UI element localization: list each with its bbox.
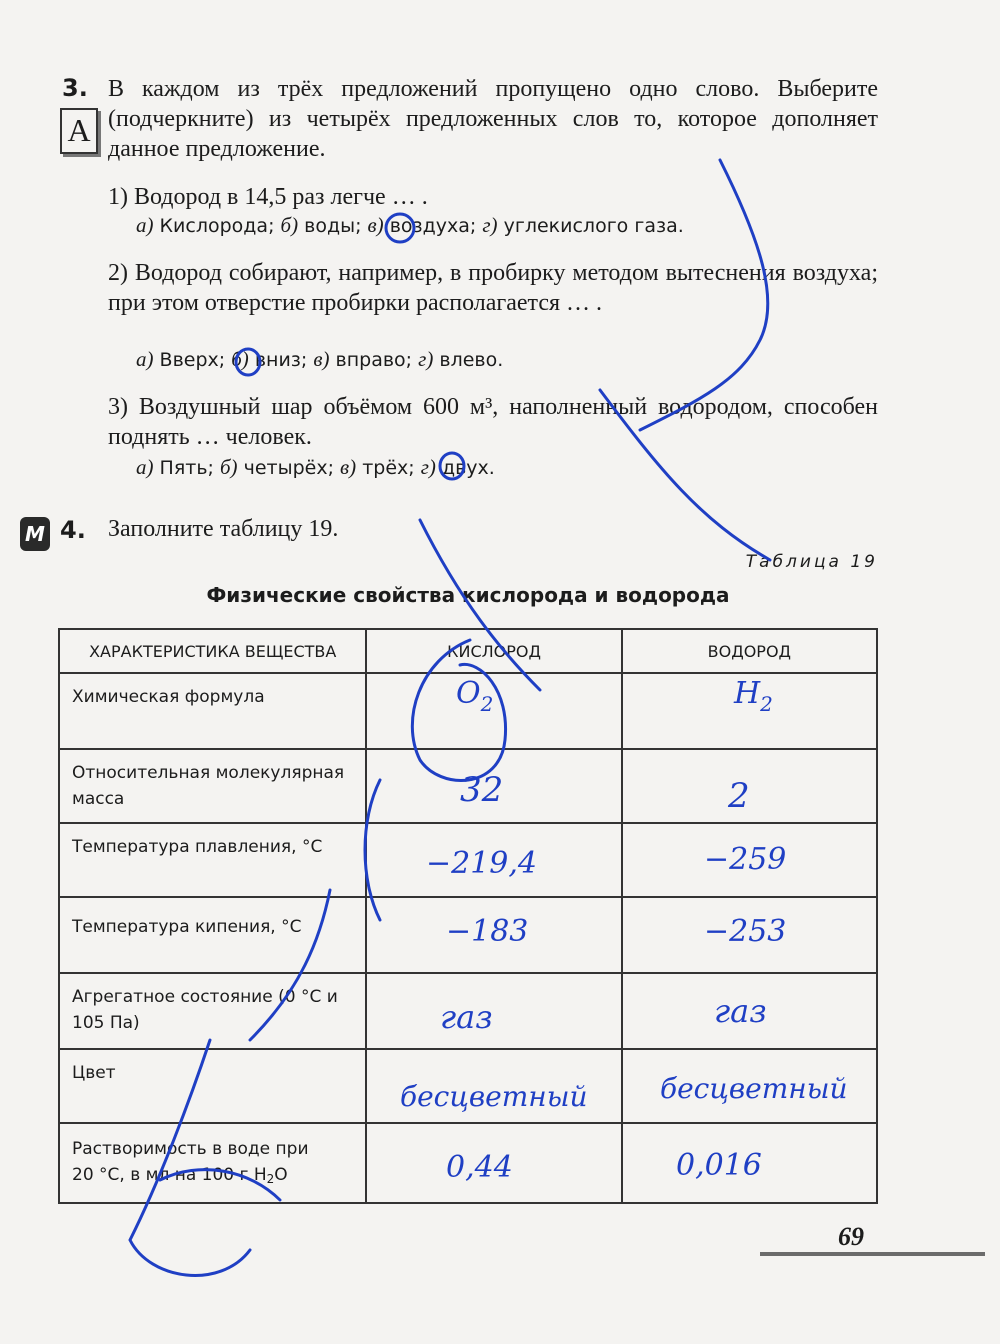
- answer-oxygen-boiling: −183: [446, 914, 529, 949]
- row-label: Цвет: [59, 1049, 366, 1123]
- scribble-stroke: [250, 890, 330, 1040]
- table-title: Физические свойства кислорода и водорода: [206, 583, 730, 607]
- task-3-number: 3.: [62, 74, 88, 102]
- answer-hydrogen-formula: $H_2$: [734, 676, 773, 716]
- task-4-instruction: Заполните таблицу 19.: [108, 516, 339, 542]
- answer-hydrogen-melting: −259: [704, 842, 787, 877]
- row-label: Температура плавления, °С: [59, 823, 366, 897]
- level-m-badge: М: [20, 517, 50, 551]
- answer-hydrogen-state: газ: [714, 992, 767, 1030]
- level-a-badge: А: [60, 108, 98, 154]
- q1-text: 1) Водород в 14,5 раз легче … .: [108, 184, 428, 210]
- q3-text: 3) Воздушный шар объёмом 600 м³, наполненный водородом, способен поднять … человек.: [108, 394, 878, 450]
- scribble-stroke: [365, 780, 380, 920]
- scribble-stroke: [412, 640, 505, 780]
- answer-circle-q2: [236, 349, 260, 375]
- answer-oxygen-mass: 32: [460, 770, 504, 810]
- q3-options: а) Пять; б) четырёх; в) трёх; г) двух.: [136, 455, 495, 479]
- row-label: Растворимость в воде при 20 °С, в мл на 100 г H2O: [59, 1123, 366, 1203]
- q1-options: а) Кислорода; б) воды; в) воздуха; г) углекислого газа.: [136, 213, 684, 237]
- task-3-instruction: В каждом из трёх предложений пропущено одно слово. Выберите (подчеркните) из четырёх предложенных слов то, которое дополняет данное предложение.: [108, 76, 878, 162]
- page-number: 69: [838, 1222, 864, 1251]
- col-header-oxygen: КИСЛОРОД: [366, 629, 621, 673]
- answer-oxygen-melting: −219,4: [426, 846, 538, 881]
- col-header-property: ХАРАКТЕРИСТИКА ВЕЩЕСТВА: [59, 629, 366, 673]
- scribble-stroke: [130, 1040, 250, 1275]
- answer-hydrogen-solubility: 0,016: [676, 1148, 762, 1183]
- row-label: Агрегатное состояние (0 °С и 105 Па): [59, 973, 366, 1049]
- answer-oxygen-state: газ: [440, 998, 493, 1036]
- q2-text: 2) Водород собирают, например, в пробирку методом вытеснения воздуха; при этом отверстие пробирки располагается … .: [108, 260, 878, 316]
- q2-options: а) Вверх; б) вниз; в) вправо; г) влево.: [136, 347, 504, 371]
- scribble-stroke: [420, 520, 540, 690]
- row-label: Химическая формула: [59, 673, 366, 749]
- scribble-stroke: [600, 390, 770, 560]
- task-4-number: 4.: [60, 516, 86, 544]
- scribble-stroke: [640, 160, 768, 430]
- answer-circle-q3: [440, 453, 464, 479]
- row-label: Относительная молекулярная масса: [59, 749, 366, 823]
- answer-hydrogen-boiling: −253: [704, 914, 787, 949]
- answer-circle-q1: [386, 214, 414, 242]
- scribble-stroke: [160, 1170, 280, 1200]
- answer-hydrogen-color: бесцветный: [660, 1072, 848, 1105]
- table-caption: Таблица 19: [745, 552, 878, 572]
- answer-oxygen-color: бесцветный: [400, 1080, 588, 1113]
- row-label: Температура кипения, °С: [59, 897, 366, 973]
- answer-oxygen-solubility: 0,44: [446, 1150, 513, 1185]
- answer-oxygen-formula: $O_2$: [456, 676, 494, 716]
- answer-hydrogen-mass: 2: [728, 776, 750, 816]
- footer-rule: [760, 1252, 985, 1256]
- col-header-hydrogen: ВОДОРОД: [622, 629, 877, 673]
